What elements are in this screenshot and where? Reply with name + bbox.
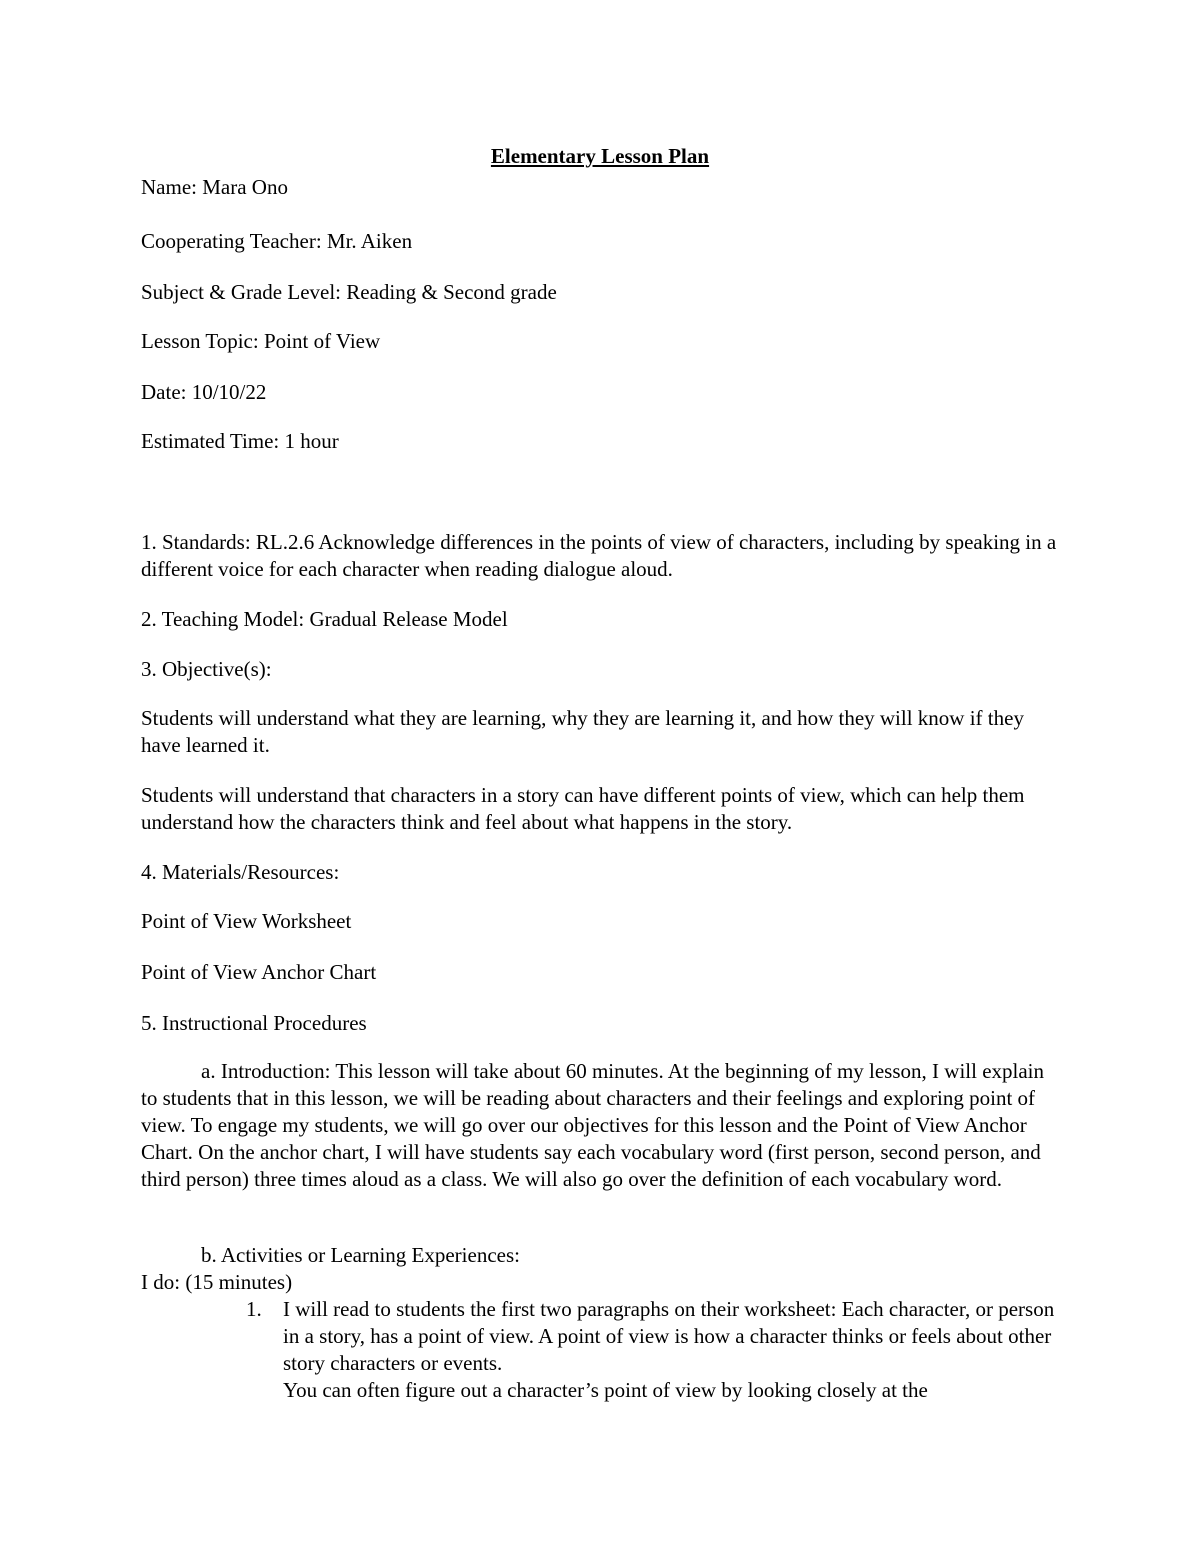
page-title: Elementary Lesson Plan [490,144,710,168]
objective-paragraph-1: Students will understand what they are learning, why they are learning it, and how they will know if they have learned it. [141,706,1024,757]
teaching-model-line: 2. Teaching Model: Gradual Release Model [141,607,508,631]
objective-paragraph-2: Students will understand that characters in a story can have different points of view, which can help them understand how the characters think and feel about what happens in the story. [141,783,1025,834]
i-do-label: I do: (15 minutes) [141,1270,293,1294]
procedures-heading: 5. Instructional Procedures [141,1011,367,1035]
standards-paragraph: 1. Standards: RL.2.6 Acknowledge differences in the points of view of characters, including by speaking in a different voice for each character when reading dialogue aloud. [141,530,1057,581]
material-item-worksheet: Point of View Worksheet [141,909,352,933]
objectives-heading: 3. Objective(s): [141,657,272,681]
list-item-continuation: You can often figure out a character’s point of view by looking closely at the [283,1378,928,1402]
cooperating-teacher-line: Cooperating Teacher: Mr. Aiken [141,229,413,253]
list-item-text: I will read to students the first two paragraphs on their worksheet: Each character, or person in a story, has a point of view. A point of view is how a character thinks or feels about other story characters or events. [283,1297,1055,1375]
lesson-topic-line: Lesson Topic: Point of View [141,329,381,353]
activities-heading: b. Activities or Learning Experiences: [201,1243,520,1267]
list-item-number: 1. [246,1297,262,1321]
subject-grade-line: Subject & Grade Level: Reading & Second grade [141,280,557,304]
estimated-time-line: Estimated Time: 1 hour [141,429,339,453]
materials-heading: 4. Materials/Resources: [141,860,340,884]
introduction-paragraph: a. Introduction: This lesson will take about 60 minutes. At the beginning of my lesson, I will explain to students that in this lesson, we will be reading about characters and their feelings and exploring point of view. To engage my students, we will go over our objectives for this lesson and the Point of View Anchor Chart. On the anchor chart, I will have students say each vocabulary word (first person, second person, and third person) three times aloud as a class. We will also go over the definition of each vocabulary word. [141,1059,1045,1191]
material-item-anchor-chart: Point of View Anchor Chart [141,960,377,984]
name-line: Name: Mara Ono [141,175,288,199]
date-line: Date: 10/10/22 [141,380,267,404]
